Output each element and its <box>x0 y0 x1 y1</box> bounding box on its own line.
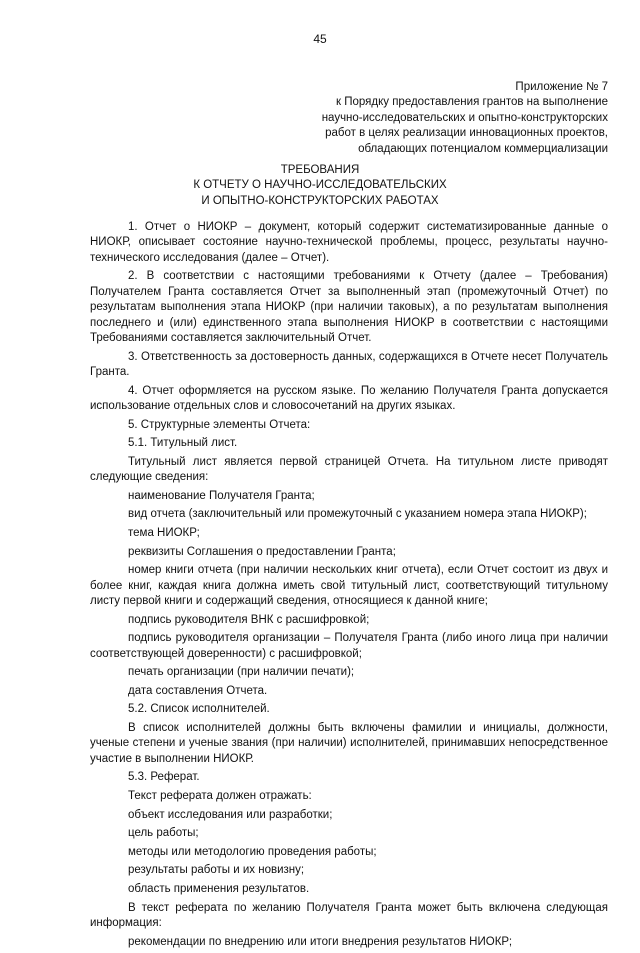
list-item: номер книги отчета (при наличии нескольких книг отчета), если Отчет состоит из двух и более книг, каждая книга должна иметь свой титульный лист, соответствующий титульному листу первой книги и содержащий сведения, относящиеся к данной книге; <box>90 564 608 607</box>
paragraph: 5.3. Реферат. <box>128 771 200 784</box>
paragraph: В текст реферата по желанию Получателя Гранта может быть включена следующая информация: <box>90 901 608 929</box>
title-line: ТРЕБОВАНИЯ <box>280 164 360 176</box>
document-title <box>0 163 640 209</box>
list-item: цель работы; <box>128 827 199 840</box>
document-body <box>90 220 608 953</box>
list-item: область применения результатов. <box>128 882 310 895</box>
list-item: рекомендации по внедрению или итоги внедрения результатов НИОКР; <box>128 935 513 948</box>
paragraph: 5. Структурные элементы Отчета: <box>128 418 311 431</box>
paragraph: 2. В соответствии с настоящими требованиями к Отчету (далее – Требования) Получателем Гранта составляется Отчет за выполненный этап (промежуточный Отчет) по результатам выполнения этапа НИОКР (при наличии таковых), а по результатам выполнения последнего и (или) единственного этапа выполнения НИОКР в соответствии с настоящими Требованиями составляется заключительный Отчет. <box>90 270 608 345</box>
list-item: подпись руководителя ВНК с расшифровкой; <box>128 613 370 626</box>
list-item: объект исследования или разработки; <box>128 808 333 821</box>
paragraph: Текст реферата должен отражать: <box>128 789 312 802</box>
list-item: дата составления Отчета. <box>128 684 268 697</box>
title-line: И ОПЫТНО-КОНСТРУКТОРСКИХ РАБОТАХ <box>201 194 439 207</box>
list-item: тема НИОКР; <box>128 527 200 539</box>
page-number: 45 <box>313 32 327 46</box>
list-item: наименование Получателя Гранта; <box>128 489 315 502</box>
list-item: подпись руководителя организации – Получателя Гранта (либо иного лица при наличии соответствующей доверенности) с расшифровкой; <box>90 632 608 660</box>
list-item: вид отчета (заключительный или промежуточный с указанием номера этапа НИОКР); <box>128 508 587 521</box>
list-item: методы или методологию проведения работы; <box>128 845 377 858</box>
paragraph: 5.2. Список исполнителей. <box>128 703 270 716</box>
appendix-line: обладающих потенциалом коммерциализации <box>358 142 608 155</box>
appendix-header <box>248 80 608 157</box>
list-item: реквизиты Соглашения о предоставлении Гранта; <box>128 545 396 558</box>
paragraph: 5.1. Титульный лист. <box>128 437 238 450</box>
paragraph: Титульный лист является первой страницей Отчета. На титульном листе приводят следующие сведения: <box>90 455 608 484</box>
paragraph: В список исполнителей должны быть включены фамилии и инициалы, должности, ученые степени и ученые звания (при наличии) исполнителей, принимавших непосредственное участие в выполнении НИОКР. <box>90 721 608 765</box>
title-line: К ОТЧЕТУ О НАУЧНО-ИССЛЕДОВАТЕЛЬСКИХ <box>193 179 447 192</box>
paragraph: 4. Отчет оформляется на русском языке. По желанию Получателя Гранта допускается использование отдельных слов и словосочетаний на других языках. <box>90 384 608 413</box>
paragraph: 1. Отчет о НИОКР – документ, который содержит систематизированные данные о НИОКР, описывает состояние научно-технической проблемы, процесс, результаты научно-технического исследования (далее – Отчет). <box>90 221 608 264</box>
list-item: печать организации (при наличии печати); <box>128 666 355 679</box>
appendix-line: к Порядку предоставления грантов на выполнение <box>336 96 608 109</box>
appendix-line: научно-исследовательских и опытно-конструкторских <box>321 111 608 124</box>
list-item: результаты работы и их новизну; <box>128 864 305 877</box>
paragraph: 3. Ответственность за достоверность данных, содержащихся в Отчете несет Получатель Гранта. <box>90 350 608 379</box>
appendix-line: работ в целях реализации инновационных проектов, <box>325 127 608 140</box>
appendix-line: Приложение № 7 <box>515 81 608 93</box>
